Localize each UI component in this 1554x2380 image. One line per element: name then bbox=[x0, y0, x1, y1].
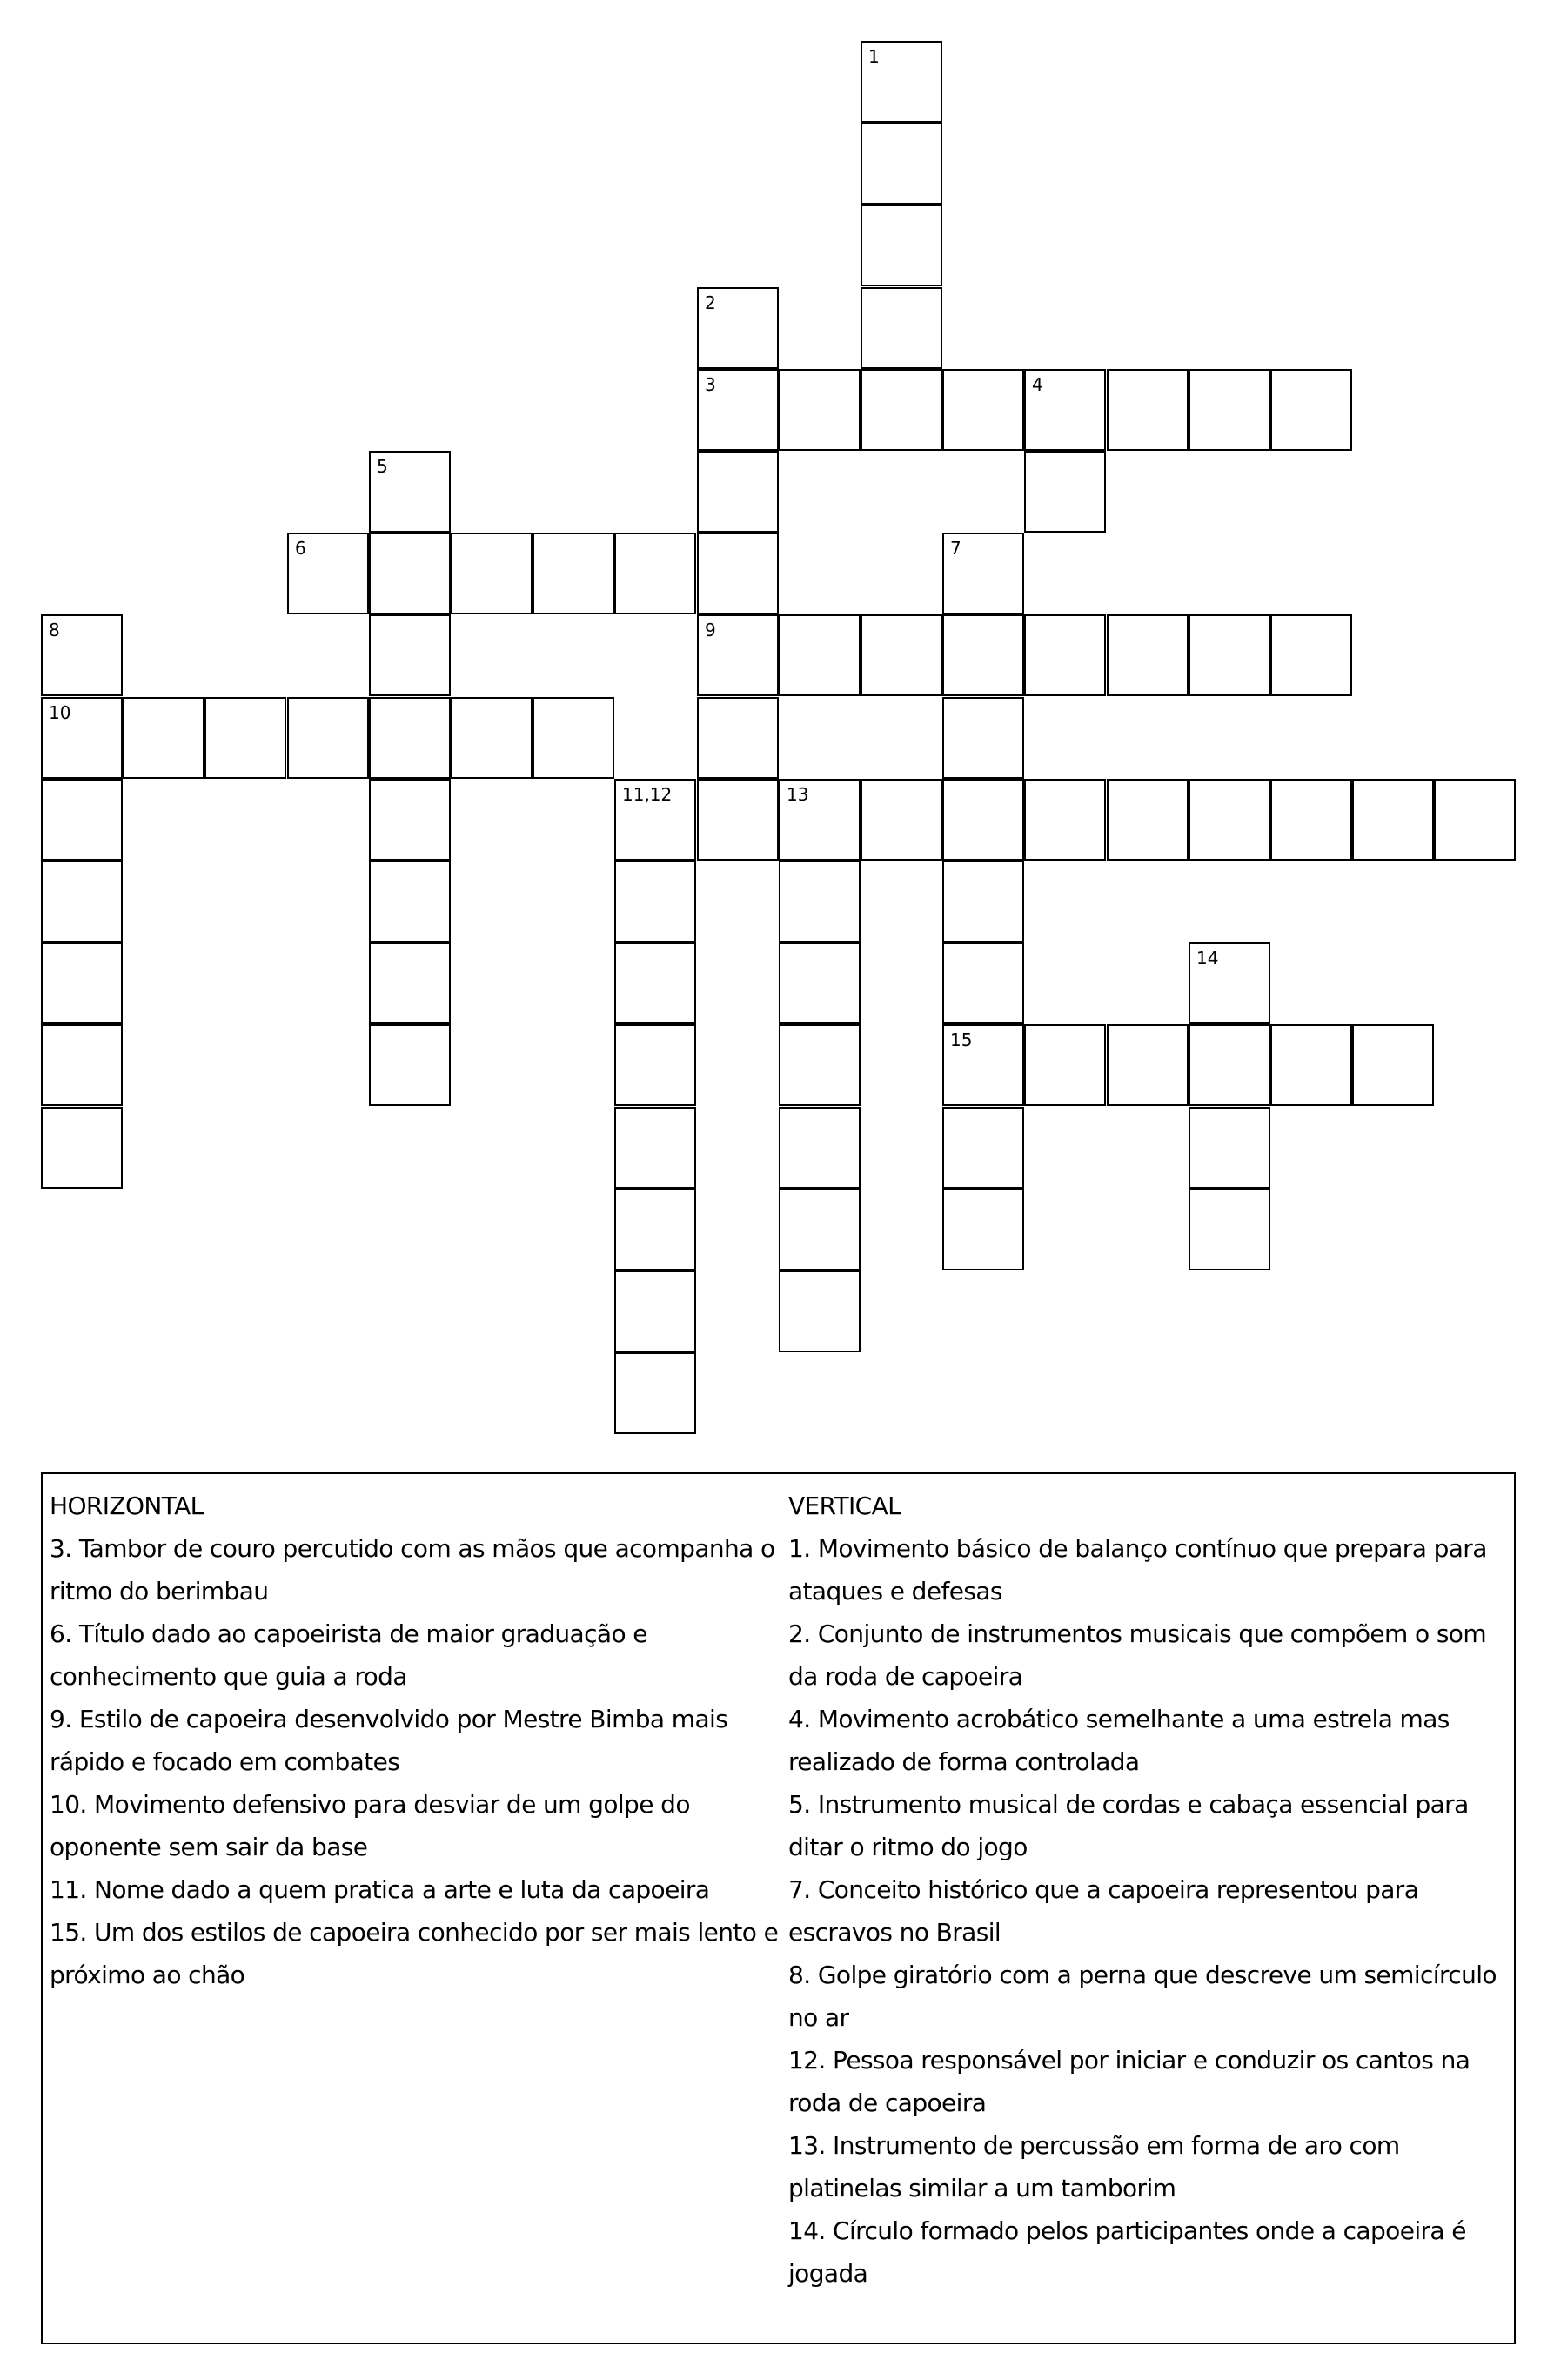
clue-h-10: 10. Movimento defensivo para desviar de um golpe do oponente sem sair da base bbox=[50, 1790, 690, 1861]
cell-number: 14 bbox=[1196, 948, 1219, 969]
cell-number: 2 bbox=[705, 292, 716, 313]
grid-cell[interactable] bbox=[41, 942, 123, 1024]
clue-v-8: 8. Golpe giratório com a perna que descreve um semicírculo no ar bbox=[788, 1961, 1497, 2032]
grid-cell[interactable] bbox=[942, 779, 1024, 861]
grid-cell[interactable] bbox=[41, 697, 123, 779]
vertical-heading: VERTICAL bbox=[788, 1492, 901, 1520]
clue-h-15: 15. Um dos estilos de capoeira conhecido por ser mais lento e próximo ao chão bbox=[50, 1918, 779, 1989]
grid-cell[interactable] bbox=[533, 533, 614, 614]
grid-cell[interactable] bbox=[614, 1189, 696, 1270]
grid-cell[interactable] bbox=[861, 123, 942, 204]
grid-cell[interactable] bbox=[697, 369, 779, 451]
grid-cell[interactable] bbox=[861, 614, 942, 696]
grid-cell[interactable] bbox=[942, 861, 1024, 942]
grid-cell[interactable] bbox=[779, 614, 861, 696]
cell-number: 15 bbox=[950, 1029, 973, 1050]
horizontal-clues bbox=[50, 1485, 780, 1996]
cell-number: 7 bbox=[950, 538, 961, 559]
grid-cell[interactable] bbox=[369, 614, 451, 696]
grid-cell[interactable] bbox=[1107, 369, 1189, 451]
grid-cell[interactable] bbox=[369, 942, 451, 1024]
grid-cell[interactable] bbox=[861, 204, 942, 286]
cell-number: 9 bbox=[705, 620, 716, 640]
clue-h-11: 11. Nome dado a quem pratica a arte e luta da capoeira bbox=[50, 1875, 710, 1904]
cell-number: 5 bbox=[377, 456, 388, 477]
cell-number: 11,12 bbox=[622, 784, 673, 805]
grid-cell[interactable] bbox=[1352, 1024, 1434, 1106]
cell-number: 3 bbox=[705, 374, 716, 395]
grid-cell[interactable] bbox=[942, 1107, 1024, 1189]
grid-cell[interactable] bbox=[614, 533, 696, 614]
grid-cell[interactable] bbox=[287, 533, 369, 614]
grid-cell[interactable] bbox=[779, 942, 861, 1024]
grid-cell[interactable] bbox=[1107, 779, 1189, 861]
clue-v-7: 7. Conceito histórico que a capoeira representou para escravos no Brasil bbox=[788, 1875, 1419, 1947]
grid-cell[interactable] bbox=[369, 779, 451, 861]
grid-cell[interactable] bbox=[1189, 779, 1270, 861]
clue-v-13: 13. Instrumento de percussão em forma de aro com platinelas similar a um tamborim bbox=[788, 2131, 1400, 2202]
grid-cell[interactable] bbox=[1270, 779, 1352, 861]
grid-cell[interactable] bbox=[204, 697, 286, 779]
grid-cell[interactable] bbox=[614, 1352, 696, 1434]
horizontal-heading: HORIZONTAL bbox=[50, 1492, 204, 1520]
grid-cell[interactable] bbox=[1270, 614, 1352, 696]
grid-cell[interactable] bbox=[861, 779, 942, 861]
grid-cell[interactable] bbox=[369, 1024, 451, 1106]
grid-cell[interactable] bbox=[614, 861, 696, 942]
grid-cell[interactable] bbox=[41, 1107, 123, 1189]
cell-number: 1 bbox=[868, 46, 880, 67]
grid-cell[interactable] bbox=[779, 1189, 861, 1270]
clue-h-9: 9. Estilo de capoeira desenvolvido por Mestre Bimba mais rápido e focado em combates bbox=[50, 1705, 728, 1776]
grid-cell[interactable] bbox=[41, 614, 123, 696]
grid-cell[interactable] bbox=[614, 942, 696, 1024]
grid-cell[interactable] bbox=[1189, 369, 1270, 451]
clue-h-3: 3. Tambor de couro percutido com as mãos que acompanha o ritmo do berimbau bbox=[50, 1534, 775, 1606]
grid-cell[interactable] bbox=[861, 41, 942, 123]
vertical-clues bbox=[788, 1485, 1510, 2295]
grid-cell[interactable] bbox=[1189, 1189, 1270, 1270]
grid-cell[interactable] bbox=[1024, 451, 1106, 533]
grid-cell[interactable] bbox=[1189, 614, 1270, 696]
grid-cell[interactable] bbox=[287, 697, 369, 779]
grid-cell[interactable] bbox=[697, 697, 779, 779]
grid-cell[interactable] bbox=[697, 287, 779, 369]
grid-cell[interactable] bbox=[1189, 1024, 1270, 1106]
cell-number: 8 bbox=[49, 620, 60, 640]
grid-cell[interactable] bbox=[697, 451, 779, 533]
grid-cell[interactable] bbox=[369, 533, 451, 614]
grid-cell[interactable] bbox=[369, 451, 451, 533]
clue-v-14: 14. Círculo formado pelos participantes onde a capoeira é jogada bbox=[788, 2216, 1466, 2288]
grid-cell[interactable] bbox=[1024, 1024, 1106, 1106]
grid-cell[interactable] bbox=[614, 1270, 696, 1352]
grid-cell[interactable] bbox=[123, 697, 204, 779]
grid-cell[interactable] bbox=[1352, 779, 1434, 861]
grid-cell[interactable] bbox=[1024, 369, 1106, 451]
grid-cell[interactable] bbox=[451, 533, 533, 614]
grid-cell[interactable] bbox=[942, 1024, 1024, 1106]
grid-cell[interactable] bbox=[614, 1107, 696, 1189]
grid-cell[interactable] bbox=[41, 861, 123, 942]
grid-cell[interactable] bbox=[861, 287, 942, 369]
grid-cell[interactable] bbox=[1270, 1024, 1352, 1106]
grid-cell[interactable] bbox=[697, 533, 779, 614]
grid-cell[interactable] bbox=[697, 614, 779, 696]
grid-cell[interactable] bbox=[1107, 1024, 1189, 1106]
grid-cell[interactable] bbox=[1270, 369, 1352, 451]
grid-cell[interactable] bbox=[1434, 779, 1516, 861]
grid-cell[interactable] bbox=[779, 779, 861, 861]
clue-v-2: 2. Conjunto de instrumentos musicais que compõem o som da roda de capoeira bbox=[788, 1619, 1487, 1691]
grid-cell[interactable] bbox=[942, 533, 1024, 614]
grid-cell[interactable] bbox=[1189, 1107, 1270, 1189]
clue-v-5: 5. Instrumento musical de cordas e cabaça essencial para ditar o ritmo do jogo bbox=[788, 1790, 1469, 1861]
grid-cell[interactable] bbox=[779, 861, 861, 942]
grid-cell[interactable] bbox=[41, 1024, 123, 1106]
grid-cell[interactable] bbox=[451, 697, 533, 779]
grid-cell[interactable] bbox=[942, 697, 1024, 779]
cell-number: 4 bbox=[1032, 374, 1043, 395]
grid-cell[interactable] bbox=[1189, 942, 1270, 1024]
grid-cell[interactable] bbox=[942, 369, 1024, 451]
grid-cell[interactable] bbox=[779, 1107, 861, 1189]
grid-cell[interactable] bbox=[779, 369, 861, 451]
grid-cell[interactable] bbox=[369, 697, 451, 779]
grid-cell[interactable] bbox=[942, 942, 1024, 1024]
grid-cell[interactable] bbox=[697, 779, 779, 861]
grid-cell[interactable] bbox=[779, 1270, 861, 1352]
grid-cell[interactable] bbox=[861, 369, 942, 451]
grid-cell[interactable] bbox=[779, 1024, 861, 1106]
clues-box bbox=[41, 1472, 1516, 2344]
cell-number: 13 bbox=[787, 784, 809, 805]
grid-cell[interactable] bbox=[942, 1189, 1024, 1270]
grid-cell[interactable] bbox=[369, 861, 451, 942]
clue-v-1: 1. Movimento básico de balanço contínuo que prepara para ataques e defesas bbox=[788, 1534, 1487, 1606]
grid-cell[interactable] bbox=[1107, 614, 1189, 696]
clue-h-6: 6. Título dado ao capoeirista de maior graduação e conhecimento que guia a roda bbox=[50, 1619, 647, 1691]
grid-cell[interactable] bbox=[1024, 779, 1106, 861]
cell-number: 10 bbox=[49, 702, 71, 723]
grid-cell[interactable] bbox=[41, 779, 123, 861]
grid-cell[interactable] bbox=[942, 614, 1024, 696]
cell-number: 6 bbox=[295, 538, 306, 559]
grid-cell[interactable] bbox=[1024, 614, 1106, 696]
grid-cell[interactable] bbox=[533, 697, 614, 779]
clue-v-4: 4. Movimento acrobático semelhante a uma estrela mas realizado de forma controlada bbox=[788, 1705, 1450, 1776]
grid-cell[interactable] bbox=[614, 779, 696, 861]
grid-cell[interactable] bbox=[614, 1024, 696, 1106]
clue-v-12: 12. Pessoa responsável por iniciar e conduzir os cantos na roda de capoeira bbox=[788, 2046, 1470, 2117]
